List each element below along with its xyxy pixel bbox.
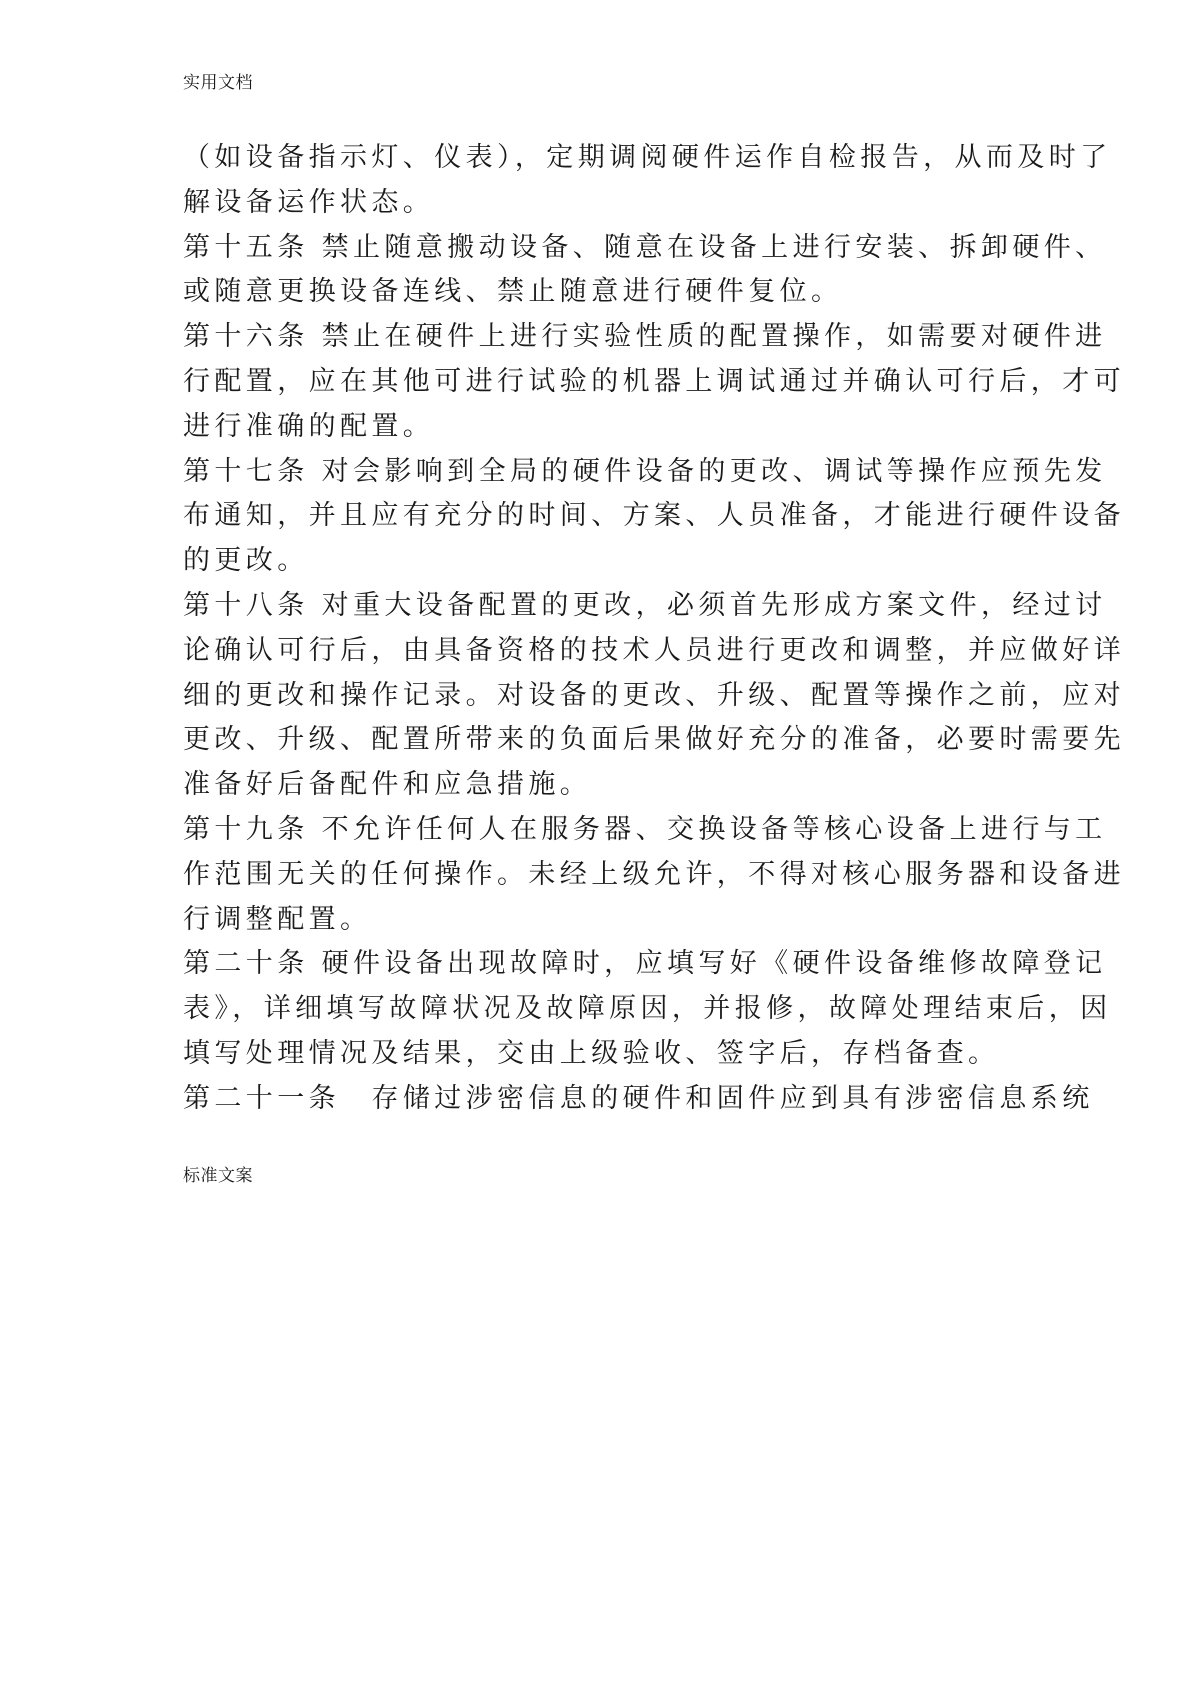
text-line: （如设备指示灯、仪表），定期调阅硬件运作自检报告，从而及时了 [183,142,1112,173]
text-line: 行配置，应在其他可进行试验的机器上调试通过并确认可行后，才可 [183,365,1125,397]
text-line: 第十八条 对重大设备配置的更改，必须首先形成方案文件，经过讨 [183,589,1107,621]
text-line: 论确认可行后，由具备资格的技术人员进行更改和调整，并应做好详 [183,634,1125,666]
text-line: 第十九条 不允许任何人在服务器、交换设备等核心设备上进行与工 [183,813,1107,845]
text-line: 第十七条 对会影响到全局的硬件设备的更改、调试等操作应预先发 [183,455,1107,487]
text-line: 表》，详细填写故障状况及故障原因，并报修，故障处理结束后，因 [183,993,1112,1025]
text-line: 作范围无关的任何操作。未经上级允许，不得对核心服务器和设备进 [183,858,1125,890]
page-footer: 标准文案 [183,1166,253,1186]
text-line: 行调整配置。 [183,903,372,935]
page-header: 实用文档 [183,73,253,93]
document-body [183,136,1125,1122]
text-line: 第十六条 禁止在硬件上进行实验性质的配置操作，如需要对硬件进 [183,321,1107,353]
text-line: 准备好后备配件和应急措施。 [183,769,592,801]
text-line: 进行准确的配置。 [183,410,435,442]
text-line: 更改、升级、配置所带来的负面后果做好充分的准备，必要时需要先 [183,724,1125,756]
text-line: 的更改。 [183,545,309,577]
text-line: 细的更改和操作记录。对设备的更改、升级、配置等操作之前，应对 [183,679,1125,711]
text-line: 布通知，并且应有充分的时间、方案、人员准备，才能进行硬件设备 [183,500,1125,532]
text-line: 第二十一条 存储过涉密信息的硬件和固件应到具有涉密信息系统 [183,1082,1094,1114]
text-line: 或随意更换设备连线、禁止随意进行硬件复位。 [183,276,843,308]
text-line: 第十五条 禁止随意搬动设备、随意在设备上进行安装、拆卸硬件、 [183,231,1107,263]
text-line: 第二十条 硬件设备出现故障时，应填写好《硬件设备维修故障登记 [183,948,1107,980]
text-line: 解设备运作状态。 [183,186,435,218]
text-line: 填写处理情况及结果，交由上级验收、签字后，存档备查。 [183,1037,1000,1069]
